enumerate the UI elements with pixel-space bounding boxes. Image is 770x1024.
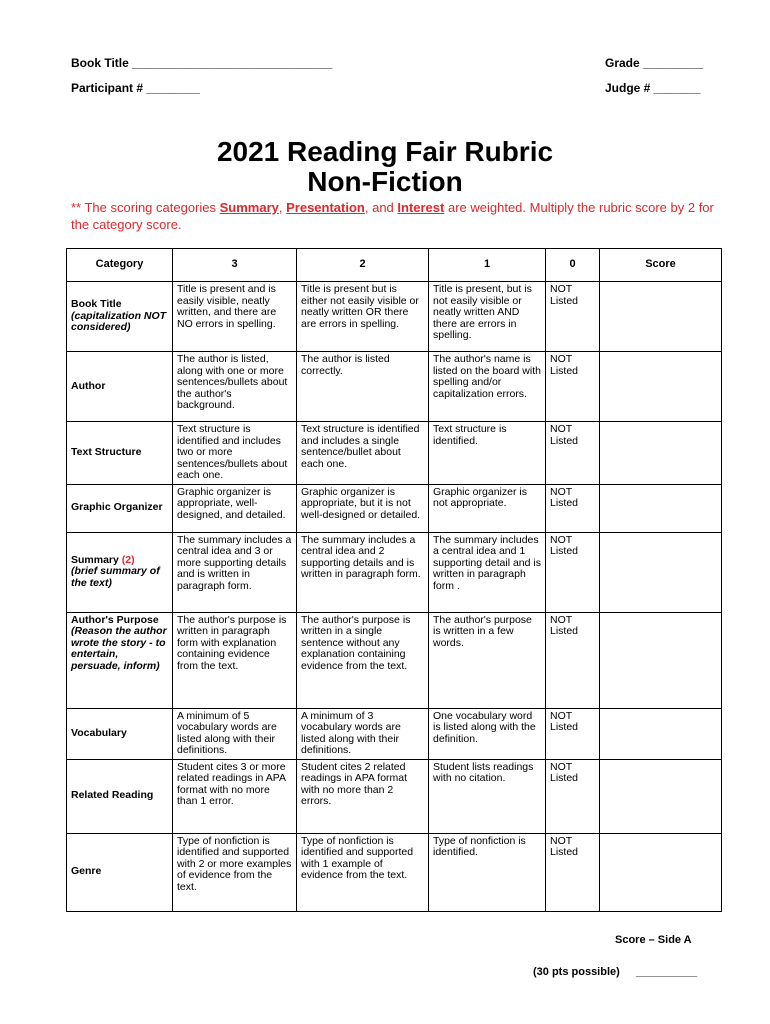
judge-field: Judge # _______	[605, 81, 701, 95]
score-1-cell: The author's purpose is written in a few words.	[429, 612, 546, 708]
table-row	[67, 759, 722, 833]
score-1-cell: Student lists readings with no citation.	[429, 759, 546, 833]
note-and: , and	[364, 200, 398, 215]
table-row	[67, 422, 722, 485]
title-line-1: 2021 Reading Fair Rubric	[216, 136, 554, 167]
category-cell	[67, 833, 173, 911]
note-prefix: ** The scoring categories	[71, 200, 220, 215]
col-header-1: 1	[429, 249, 546, 282]
category-subtitle: (brief summary of the text)	[71, 565, 160, 589]
category-cell	[67, 532, 173, 612]
points-possible-label: (30 pts possible)	[533, 966, 620, 978]
score-side-label: Score – Side A	[615, 934, 692, 946]
category-name: Vocabulary	[71, 726, 127, 739]
category-name: Graphic Organizer	[71, 501, 163, 514]
score-0-cell: NOT Listed	[546, 708, 600, 759]
score-0-cell: NOT Listed	[546, 833, 600, 911]
score-entry-cell[interactable]	[600, 833, 722, 911]
category-subtitle: (capitalization NOT considered)	[71, 309, 167, 334]
col-header-3: 3	[173, 249, 297, 282]
score-1-cell: The summary includes a central idea and 1 supporting detail and is written in paragraph form .	[429, 532, 546, 612]
score-3-cell: Title is present and is easily visible, neatly written, and there are NO errors in spelling.	[173, 282, 297, 352]
score-entry-cell[interactable]	[600, 759, 722, 833]
score-0-cell: NOT Listed	[546, 282, 600, 352]
score-entry-cell[interactable]	[600, 422, 722, 485]
score-0-cell: NOT Listed	[546, 532, 600, 612]
category-name: Summary	[71, 553, 119, 566]
participant-field: Participant # ________	[71, 81, 200, 95]
category-cell	[67, 708, 173, 759]
page-title	[0, 137, 770, 197]
table-row	[67, 352, 722, 422]
table-row	[67, 612, 722, 708]
score-3-cell: Graphic organizer is appropriate, well-designed, and detailed.	[173, 484, 297, 532]
score-0-cell: NOT Listed	[546, 422, 600, 485]
score-entry-cell[interactable]	[600, 612, 722, 708]
table-row	[67, 708, 722, 759]
grade-field: Grade _________	[605, 56, 704, 70]
title-line-2: Non-Fiction	[307, 166, 463, 197]
score-3-cell: Text structure is identified and includes two or more sentences/bullets about each one.	[173, 422, 297, 485]
score-1-cell: Type of nonfiction is identified.	[429, 833, 546, 911]
category-cell	[67, 282, 173, 352]
category-subtitle: (Reason the author wrote the story - to entertain, persuade, inform)	[71, 625, 167, 672]
table-row	[67, 833, 722, 911]
score-2-cell: Graphic organizer is appropriate, but it is not well-designed or detailed.	[297, 484, 429, 532]
score-entry-cell[interactable]	[600, 484, 722, 532]
note-presentation: Presentation	[286, 200, 365, 215]
score-entry-cell[interactable]	[600, 708, 722, 759]
table-row	[67, 484, 722, 532]
col-header-0: 0	[546, 249, 600, 282]
table-row	[67, 282, 722, 352]
weighting-note	[71, 199, 731, 233]
score-3-cell: A minimum of 5 vocabulary words are listed along with their definitions.	[173, 708, 297, 759]
category-cell	[67, 612, 173, 708]
score-0-cell: NOT Listed	[546, 612, 600, 708]
note-comma: ,	[278, 200, 287, 215]
category-cell	[67, 759, 173, 833]
score-2-cell: The author's purpose is written in a single sentence without any explanation containing evidence from the text.	[297, 612, 429, 708]
col-header-score: Score	[600, 249, 722, 282]
category-name: Genre	[71, 865, 102, 878]
category-name: Book Title	[71, 298, 122, 311]
score-2-cell: The summary includes a central idea and 2 supporting details and is written in paragraph form.	[297, 532, 429, 612]
category-cell	[67, 422, 173, 485]
score-0-cell: NOT Listed	[546, 352, 600, 422]
book-title-field: Book Title ______________________________	[71, 56, 333, 70]
note-summary: Summary	[219, 200, 279, 215]
category-cell	[67, 484, 173, 532]
score-2-cell: A minimum of 3 vocabulary words are listed along with their definitions.	[297, 708, 429, 759]
score-2-cell: Student cites 2 related readings in APA format with no more than 2 errors.	[297, 759, 429, 833]
table-row	[67, 532, 722, 612]
score-1-cell: One vocabulary word is listed along with the definition.	[429, 708, 546, 759]
score-1-cell: The author's name is listed on the board with spelling and/or capitalization errors.	[429, 352, 546, 422]
score-2-cell: Text structure is identified and includes a single sentence/bullet about each one.	[297, 422, 429, 485]
score-2-cell: The author is listed correctly.	[297, 352, 429, 422]
score-entry-cell[interactable]	[600, 282, 722, 352]
score-entry-cell[interactable]	[600, 532, 722, 612]
table-header-row	[67, 249, 722, 282]
score-0-cell: NOT Listed	[546, 484, 600, 532]
score-1-cell: Text structure is identified.	[429, 422, 546, 485]
score-2-cell: Type of nonfiction is identified and supported with 1 example of evidence from the text.	[297, 833, 429, 911]
score-1-cell: Graphic organizer is not appropriate.	[429, 484, 546, 532]
category-name: Author	[71, 379, 106, 392]
score-blank: __________	[636, 966, 698, 978]
category-cell	[67, 352, 173, 422]
category-name: Author's Purpose	[71, 613, 159, 626]
score-3-cell: The author's purpose is written in paragraph form with explanation containing evidence from the text.	[173, 612, 297, 708]
score-3-cell: Student cites 3 or more related readings in APA format with no more than 1 error.	[173, 759, 297, 833]
rubric-table	[66, 248, 722, 912]
score-0-cell: NOT Listed	[546, 759, 600, 833]
category-weight: (2)	[121, 553, 135, 566]
score-3-cell: The author is listed, along with one or more sentences/bullets about the author's background.	[173, 352, 297, 422]
category-name: Related Reading	[71, 789, 154, 802]
score-2-cell: Title is present but is either not easily visible or neatly written OR there are errors in spelling.	[297, 282, 429, 352]
category-name: Text Structure	[71, 446, 142, 458]
col-header-category: Category	[67, 249, 173, 282]
score-3-cell: Type of nonfiction is identified and supported with 2 or more examples of evidence from the text.	[173, 833, 297, 911]
note-suffix: are weighted. Multiply the rubric score by 2 for the category score.	[71, 200, 714, 232]
col-header-2: 2	[297, 249, 429, 282]
note-interest: Interest	[397, 200, 445, 215]
score-3-cell: The summary includes a central idea and 3 or more supporting details and is written in paragraph form.	[173, 532, 297, 612]
score-1-cell: Title is present, but is not easily visible or neatly written AND there are errors in spelling.	[429, 282, 546, 352]
score-entry-cell[interactable]	[600, 352, 722, 422]
